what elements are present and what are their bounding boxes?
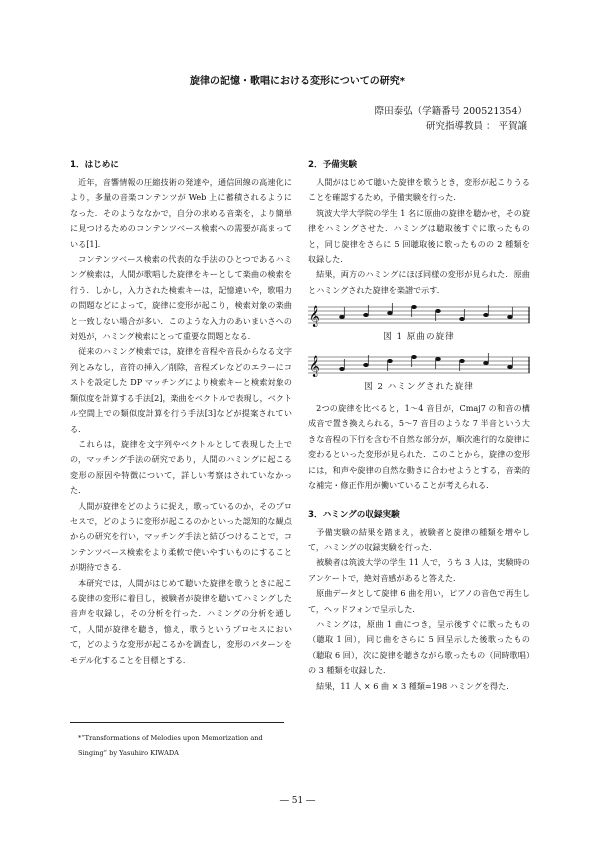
treble-clef-icon: 𝄞 — [309, 306, 320, 328]
paragraph: 本研究では，人間がはじめて聴いた旋律を歌うときに起こる旋律の変形に着目し，被験者が旋律を聴いてハミングした音声を収録し，その分析を行った．ハミングの分析を通して，人間が旋律を聴き，憶え，歌うというプロセスにおいて，どのような変形が起こるかを調査し，変形のパターンをモデル化することを目標とする． — [70, 577, 292, 665]
music-staff-original — [308, 302, 530, 328]
section-2-heading: 2．予備実験 — [308, 160, 357, 170]
paragraph: これらは，旋律を文字列やベクトルとして表現した上での，マッチング手法の研究であり，人間のハミングに起こる変形の原因や特徴について，詳しい考察はされていなかった． — [70, 438, 292, 496]
paragraph: 原曲データとして旋律 6 曲を用い，ピアノの音色で再生して，ヘッドフォンで呈示した． — [308, 588, 530, 614]
paragraph: 近年，音響情報の圧縮技術の発達や，通信回線の高速化により，多量の音楽コンテンツが Web 上に蓄積されるようになった．そのようななかで，自分の求める音楽を，より簡単に見つけるためのコンテンツベース検索への需要が高まっている[1]. — [70, 177, 292, 249]
paragraph: 予備実験の結果を踏まえ，被験者と旋律の種類を増やして，ハミングの収録実験を行った． — [308, 526, 530, 552]
paragraph: 結果，11 人 × 6 曲 × 3 種類=198 ハミングを得た． — [316, 680, 515, 691]
paragraph: 筑波大学大学院の学生 1 名に原曲の旋律を聴かせ，その旋律をハミングさせた．ハミングは聴取後すぐに歌ったものと，同じ旋律をさらに 5 回聴取後に歌ったものの 2 種類を収録した． — [308, 207, 530, 265]
paragraph: 2つの旋律を比べると，1～4 音目が，Cmaj7 の和音の構成音で置き換えられる，5～7 音目のような 7 半音という大きな音程の下行を含む不自然な部分が，順次進行的な旋律に変わるといった変形が見られた．このことから，旋律の変形には，和声や旋律の自然な動きに合わせようとする，音楽的な補完・修正作用が働いていることが考えられる． — [308, 403, 530, 491]
section-1-heading: 1．はじめに — [70, 160, 119, 170]
paragraph: コンテンツベース検索の代表的な手法のひとつであるハミング検索は，人間が歌唱した旋律をキーとして楽曲の検索を行う．しかし，入力された検索キーは，記憶違いや，歌唱力の問題などによって，旋律に変形が起こり，検索対象の楽曲と一致しない場合が多い．このような入力のあいまいさへの対処が，ハミング検索にとって重要な問題となる． — [70, 254, 292, 342]
treble-clef-icon: 𝄞 — [309, 355, 320, 377]
paragraph: 人間がはじめて聴いた旋律を歌うとき，変形が起こりうることを確認するため，予備実験を行った． — [308, 177, 530, 203]
figure-2-caption: 図 2 ハミングされた旋律 — [364, 381, 474, 392]
footnote: *“Transformations of Melodies upon Memorization and Singing” by Yasuhiro KIWADA — [78, 734, 263, 757]
paragraph: ハミングは，原曲 1 曲につき，呈示後すぐに歌ったもの（聴取 1 回），同じ曲をさらに 5 回呈示した後歌ったもの（聴取 6 回），次に旋律を聴きながら歌ったもの（同時歌唱）の 3 種類を収録した． — [308, 618, 530, 676]
music-staff-hummed — [308, 352, 530, 378]
section-3-heading: 3．ハミングの収録実験 — [308, 509, 400, 520]
footnote-rule — [70, 722, 284, 723]
left-column — [70, 158, 292, 668]
author-name: 際田泰弘（学籍番号 200521354） — [374, 106, 527, 117]
paragraph: 人間が旋律をどのように捉え，歌っているのか，そのプロセスで，どのように変形が起こるのかといった認知的な観点からの研究を行い，マッチング手法と結びつけることで，コンテンツベース検索をより柔軟で使いやすいものにすることが期待できる． — [70, 500, 292, 573]
paper-title: 旋律の記憶・歌唱における変形についての研究* — [189, 76, 406, 87]
advisor-name: 研究指導教員 ： 平賀譲 — [425, 121, 527, 132]
figure-2-score — [308, 352, 530, 378]
paragraph: 被験者は筑波大学の学生 11 人で，うち 3 人は，実験時のアンケートで，絶対音感があると答えた． — [308, 557, 530, 583]
figure-1-score — [308, 302, 530, 328]
paragraph: 結果，両方のハミングにほぼ同様の変形が見られた．原曲とハミングされた旋律を楽譜で示す． — [308, 269, 530, 295]
figure-1-caption: 図 1 原曲の旋律 — [383, 332, 455, 343]
paragraph: 従来のハミング検索では，旋律を音程や音長からなる文字列とみなし，音符の挿入／削除，音程ズレなどのエラーにコストを設定した DP マッチングにより検索キーと検索対象の類似度を計算する手法[2]，楽曲をベクトルで表現し，ベクトル空間上での類似度計算を行う手法[3]などが提案されている． — [70, 346, 292, 434]
author-block — [375, 104, 527, 134]
right-column — [308, 158, 530, 694]
page-number: ― 51 ― — [279, 796, 316, 806]
